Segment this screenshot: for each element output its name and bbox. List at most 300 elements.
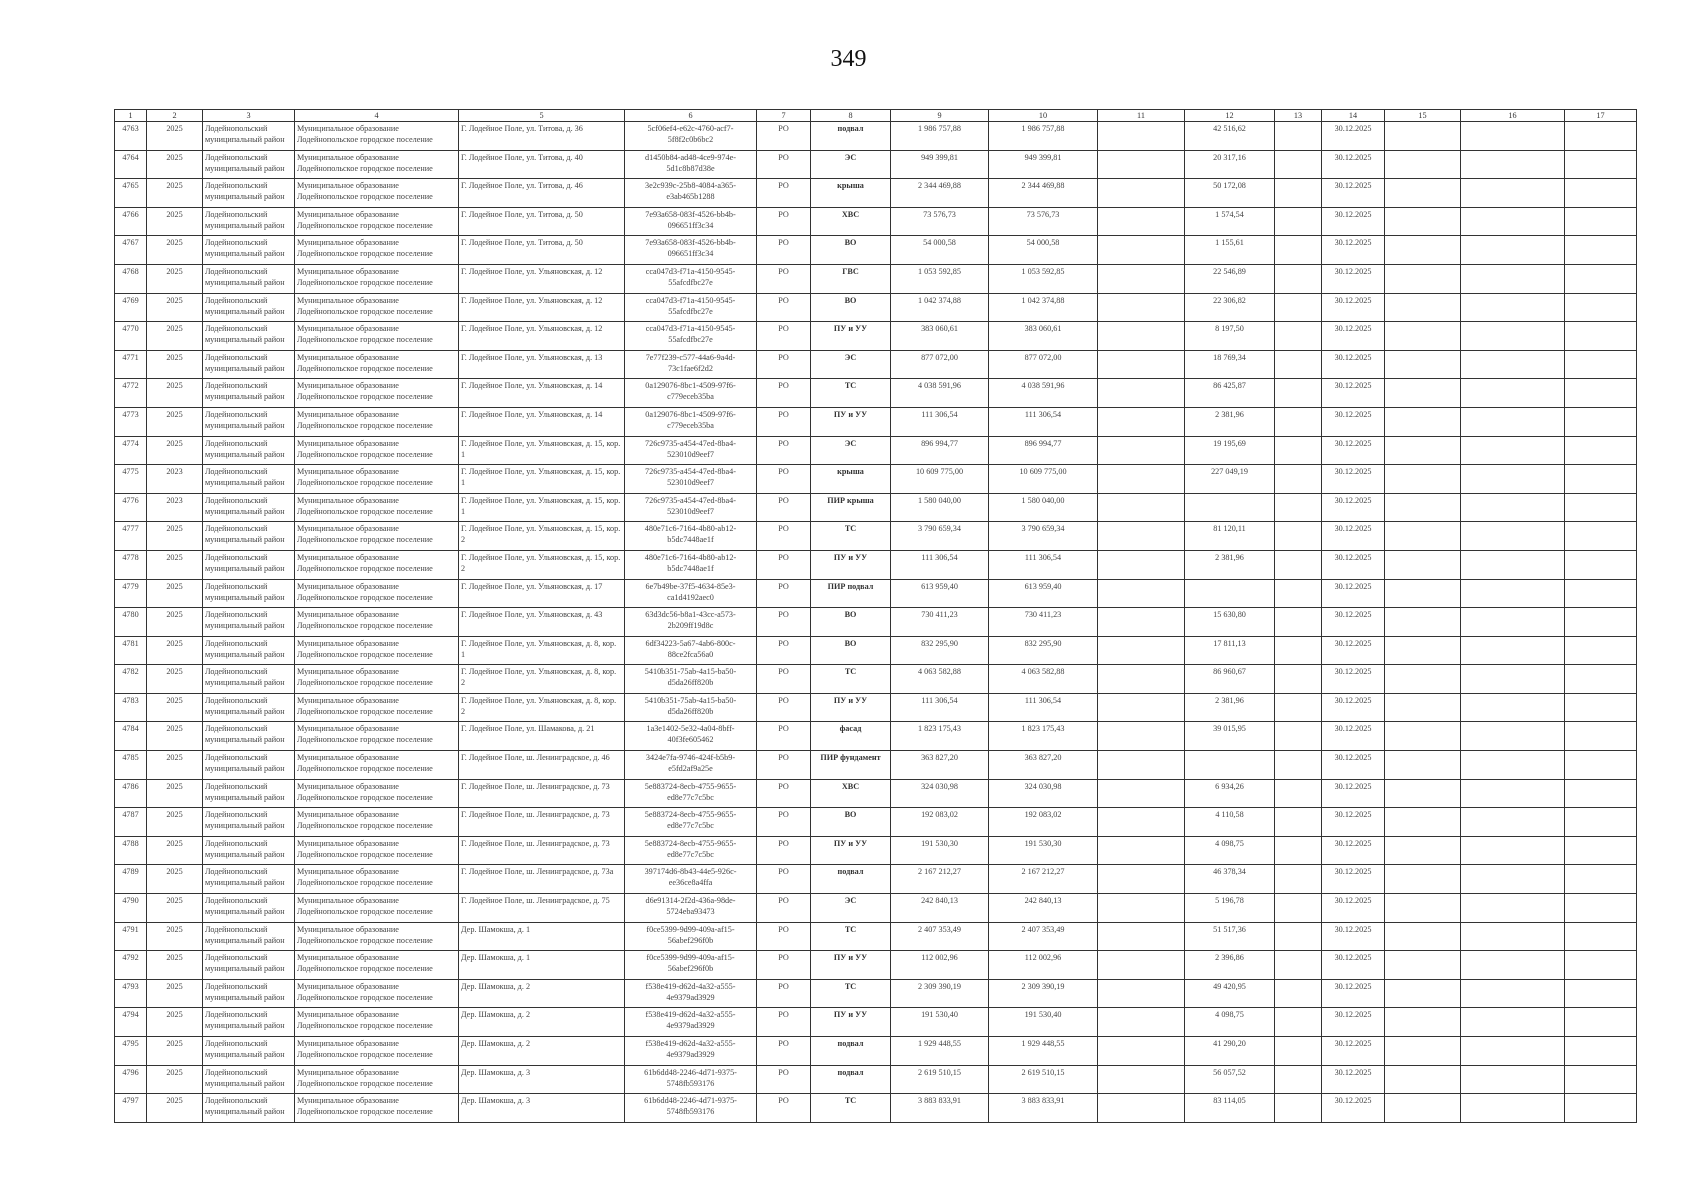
cell-col-17: [1565, 665, 1637, 694]
column-header-12: 12: [1185, 110, 1275, 122]
table-row: [115, 264, 1637, 293]
cell-row-number: 4764: [115, 150, 147, 179]
cell-cost-fund: 3 883 833,91: [989, 1094, 1098, 1123]
cell-col-11: [1098, 665, 1185, 694]
table-row: [115, 379, 1637, 408]
cell-cost-fund: 191 530,40: [989, 1008, 1098, 1037]
cell-deadline: 30.12.2025: [1322, 264, 1385, 293]
cell-col-15: [1385, 350, 1461, 379]
cell-col-16: [1461, 264, 1565, 293]
cell-address: Г. Лодейное Поле, ул. Шамакова, д. 21: [459, 722, 625, 751]
cell-col-11: [1098, 522, 1185, 551]
cell-municipality: Муниципальное образование Лодейнопольское городское поселение: [295, 865, 459, 894]
cell-col-17: [1565, 293, 1637, 322]
cell-address: Дер. Шамокша, д. 3: [459, 1094, 625, 1123]
cell-row-number: 4774: [115, 436, 147, 465]
cell-house-guid: 7e77f239-c577-44a6-9a4d-73c1fae6f2d2: [625, 350, 757, 379]
cell-work-type: подвал: [811, 1065, 891, 1094]
cell-municipality: Муниципальное образование Лодейнопольское городское поселение: [295, 1065, 459, 1094]
cell-col-17: [1565, 322, 1637, 351]
cell-program-type: РО: [757, 550, 811, 579]
cell-col-13: [1275, 465, 1322, 494]
cell-year: 2025: [147, 751, 203, 780]
table-row: [115, 779, 1637, 808]
cell-address: Г. Лодейное Поле, ул. Титова, д. 50: [459, 207, 625, 236]
cell-col-13: [1275, 436, 1322, 465]
cell-col-12: 41 290,20: [1185, 1037, 1275, 1066]
cell-cost-fund: 192 083,02: [989, 808, 1098, 837]
cell-col-15: [1385, 836, 1461, 865]
cell-address: Г. Лодейное Поле, ш. Ленинградское, д. 75: [459, 894, 625, 923]
cell-work-type: ГВС: [811, 264, 891, 293]
cell-col-13: [1275, 951, 1322, 980]
cell-col-12: 86 960,67: [1185, 665, 1275, 694]
cell-cost-total: 1 042 374,88: [891, 293, 989, 322]
cell-row-number: 4766: [115, 207, 147, 236]
cell-cost-fund: 2 309 390,19: [989, 979, 1098, 1008]
table-row: [115, 322, 1637, 351]
cell-cost-fund: 2 344 469,88: [989, 179, 1098, 208]
cell-deadline: 30.12.2025: [1322, 579, 1385, 608]
cell-col-13: [1275, 922, 1322, 951]
cell-col-16: [1461, 1037, 1565, 1066]
cell-house-guid: 726c9735-a454-47ed-8ba4-523010d9eef7: [625, 465, 757, 494]
table-row: [115, 894, 1637, 923]
cell-col-13: [1275, 751, 1322, 780]
cell-municipality: Муниципальное образование Лодейнопольское городское поселение: [295, 179, 459, 208]
table-row: [115, 1037, 1637, 1066]
cell-municipality: Муниципальное образование Лодейнопольское городское поселение: [295, 693, 459, 722]
cell-col-13: [1275, 550, 1322, 579]
cell-col-15: [1385, 865, 1461, 894]
cell-year: 2025: [147, 665, 203, 694]
cell-year: 2025: [147, 865, 203, 894]
cell-municipality: Муниципальное образование Лодейнопольское городское поселение: [295, 436, 459, 465]
cell-col-11: [1098, 1037, 1185, 1066]
cell-col-12: 81 120,11: [1185, 522, 1275, 551]
table-row: [115, 407, 1637, 436]
cell-municipality: Муниципальное образование Лодейнопольское городское поселение: [295, 1037, 459, 1066]
cell-deadline: 30.12.2025: [1322, 894, 1385, 923]
cell-address: Г. Лодейное Поле, ул. Титова, д. 40: [459, 150, 625, 179]
cell-address: Г. Лодейное Поле, ул. Ульяновская, д. 12: [459, 293, 625, 322]
cell-work-type: ТС: [811, 979, 891, 1008]
cell-col-17: [1565, 1037, 1637, 1066]
cell-col-16: [1461, 236, 1565, 265]
cell-year: 2025: [147, 836, 203, 865]
cell-house-guid: 480e71c6-7164-4b80-ab12-b5dc7448ae1f: [625, 522, 757, 551]
cell-address: Дер. Шамокша, д. 1: [459, 951, 625, 980]
cell-col-17: [1565, 636, 1637, 665]
cell-year: 2025: [147, 951, 203, 980]
cell-col-11: [1098, 350, 1185, 379]
cell-col-12: 83 114,05: [1185, 1094, 1275, 1123]
cell-address: Г. Лодейное Поле, ул. Ульяновская, д. 13: [459, 350, 625, 379]
cell-cost-fund: 363 827,20: [989, 751, 1098, 780]
cell-cost-fund: 191 530,30: [989, 836, 1098, 865]
cell-program-type: РО: [757, 779, 811, 808]
cell-cost-fund: 877 072,00: [989, 350, 1098, 379]
cell-deadline: 30.12.2025: [1322, 865, 1385, 894]
cell-col-11: [1098, 579, 1185, 608]
cell-deadline: 30.12.2025: [1322, 465, 1385, 494]
cell-municipality: Муниципальное образование Лодейнопольское городское поселение: [295, 550, 459, 579]
cell-house-guid: d6e91314-2f2d-436a-98de-5724eba93473: [625, 894, 757, 923]
cell-col-13: [1275, 579, 1322, 608]
cell-address: Г. Лодейное Поле, ш. Ленинградское, д. 73: [459, 808, 625, 837]
cell-program-type: РО: [757, 579, 811, 608]
cell-work-type: ПУ и УУ: [811, 836, 891, 865]
cell-program-type: РО: [757, 407, 811, 436]
cell-col-16: [1461, 722, 1565, 751]
cell-col-15: [1385, 779, 1461, 808]
cell-work-type: ПУ и УУ: [811, 407, 891, 436]
cell-address: Г. Лодейное Поле, ул. Ульяновская, д. 43: [459, 608, 625, 637]
cell-cost-fund: 1 929 448,55: [989, 1037, 1098, 1066]
cell-deadline: 30.12.2025: [1322, 1008, 1385, 1037]
cell-house-guid: 726c9735-a454-47ed-8ba4-523010d9eef7: [625, 493, 757, 522]
cell-address: Г. Лодейное Поле, ул. Ульяновская, д. 14: [459, 379, 625, 408]
table-row: [115, 951, 1637, 980]
cell-deadline: 30.12.2025: [1322, 722, 1385, 751]
column-header-3: 3: [203, 110, 295, 122]
cell-col-13: [1275, 1094, 1322, 1123]
cell-col-16: [1461, 608, 1565, 637]
cell-deadline: 30.12.2025: [1322, 150, 1385, 179]
cell-col-12: 5 196,78: [1185, 894, 1275, 923]
cell-col-15: [1385, 522, 1461, 551]
cell-house-guid: f538e419-d62d-4a32-a555-4e9379ad3929: [625, 1008, 757, 1037]
cell-col-16: [1461, 179, 1565, 208]
cell-row-number: 4781: [115, 636, 147, 665]
cell-row-number: 4780: [115, 608, 147, 637]
cell-program-type: РО: [757, 236, 811, 265]
cell-district: Лодейнопольский муниципальный район: [203, 350, 295, 379]
cell-year: 2025: [147, 293, 203, 322]
cell-year: 2025: [147, 922, 203, 951]
cell-house-guid: 0a129076-8bc1-4509-97f6-c779eceb35ba: [625, 379, 757, 408]
cell-col-16: [1461, 836, 1565, 865]
cell-col-12: 22 546,89: [1185, 264, 1275, 293]
cell-col-11: [1098, 894, 1185, 923]
table-row: [115, 608, 1637, 637]
cell-deadline: 30.12.2025: [1322, 979, 1385, 1008]
cell-address: Дер. Шамокша, д. 2: [459, 1037, 625, 1066]
cell-address: Дер. Шамокша, д. 2: [459, 1008, 625, 1037]
cell-address: Г. Лодейное Поле, ул. Ульяновская, д. 8, кор. 1: [459, 636, 625, 665]
cell-col-11: [1098, 465, 1185, 494]
cell-deadline: 30.12.2025: [1322, 407, 1385, 436]
cell-cost-total: 613 959,40: [891, 579, 989, 608]
cell-program-type: РО: [757, 693, 811, 722]
cell-col-15: [1385, 293, 1461, 322]
cell-house-guid: 5410b351-75ab-4a15-ba50-d5da26ff820b: [625, 693, 757, 722]
cell-col-13: [1275, 1065, 1322, 1094]
cell-district: Лодейнопольский муниципальный район: [203, 150, 295, 179]
cell-col-11: [1098, 1094, 1185, 1123]
cell-district: Лодейнопольский муниципальный район: [203, 522, 295, 551]
cell-col-13: [1275, 865, 1322, 894]
cell-row-number: 4786: [115, 779, 147, 808]
cell-col-12: 17 811,13: [1185, 636, 1275, 665]
cell-cost-fund: 1 053 592,85: [989, 264, 1098, 293]
cell-deadline: 30.12.2025: [1322, 522, 1385, 551]
cell-col-11: [1098, 264, 1185, 293]
cell-col-11: [1098, 751, 1185, 780]
table-row: [115, 693, 1637, 722]
cell-cost-total: 112 002,96: [891, 951, 989, 980]
cell-house-guid: f538e419-d62d-4a32-a555-4e9379ad3929: [625, 979, 757, 1008]
cell-col-13: [1275, 636, 1322, 665]
cell-col-11: [1098, 322, 1185, 351]
cell-work-type: ПУ и УУ: [811, 951, 891, 980]
cell-col-15: [1385, 1008, 1461, 1037]
cell-col-13: [1275, 693, 1322, 722]
cell-deadline: 30.12.2025: [1322, 550, 1385, 579]
cell-address: Дер. Шамокша, д. 2: [459, 979, 625, 1008]
cell-col-12: 86 425,87: [1185, 379, 1275, 408]
cell-deadline: 30.12.2025: [1322, 779, 1385, 808]
cell-col-15: [1385, 751, 1461, 780]
cell-row-number: 4792: [115, 951, 147, 980]
cell-col-11: [1098, 407, 1185, 436]
cell-cost-fund: 1 042 374,88: [989, 293, 1098, 322]
cell-col-15: [1385, 636, 1461, 665]
cell-work-type: ПУ и УУ: [811, 693, 891, 722]
cell-col-12: 4 098,75: [1185, 836, 1275, 865]
cell-col-17: [1565, 122, 1637, 151]
cell-address: Г. Лодейное Поле, ул. Ульяновская, д. 8, кор. 2: [459, 665, 625, 694]
cell-col-12: 19 195,69: [1185, 436, 1275, 465]
cell-house-guid: 5410b351-75ab-4a15-ba50-d5da26ff820b: [625, 665, 757, 694]
cell-deadline: 30.12.2025: [1322, 751, 1385, 780]
cell-work-type: крыша: [811, 179, 891, 208]
cell-col-12: 42 516,62: [1185, 122, 1275, 151]
cell-district: Лодейнопольский муниципальный район: [203, 722, 295, 751]
cell-col-15: [1385, 665, 1461, 694]
cell-program-type: РО: [757, 465, 811, 494]
cell-year: 2025: [147, 379, 203, 408]
cell-district: Лодейнопольский муниципальный район: [203, 1037, 295, 1066]
cell-col-15: [1385, 150, 1461, 179]
cell-col-17: [1565, 350, 1637, 379]
cell-row-number: 4776: [115, 493, 147, 522]
cell-col-16: [1461, 207, 1565, 236]
cell-col-12: 39 015,95: [1185, 722, 1275, 751]
cell-cost-fund: 949 399,81: [989, 150, 1098, 179]
cell-year: 2025: [147, 150, 203, 179]
cell-deadline: 30.12.2025: [1322, 1094, 1385, 1123]
cell-cost-total: 192 083,02: [891, 808, 989, 837]
cell-work-type: ТС: [811, 922, 891, 951]
cell-program-type: РО: [757, 322, 811, 351]
cell-year: 2025: [147, 350, 203, 379]
cell-district: Лодейнопольский муниципальный район: [203, 665, 295, 694]
cell-address: Г. Лодейное Поле, ш. Ленинградское, д. 73: [459, 779, 625, 808]
cell-col-11: [1098, 865, 1185, 894]
cell-col-16: [1461, 1008, 1565, 1037]
cell-year: 2023: [147, 493, 203, 522]
cell-cost-fund: 111 306,54: [989, 407, 1098, 436]
cell-district: Лодейнопольский муниципальный район: [203, 894, 295, 923]
cell-row-number: 4791: [115, 922, 147, 951]
cell-row-number: 4782: [115, 665, 147, 694]
cell-work-type: подвал: [811, 865, 891, 894]
cell-col-11: [1098, 179, 1185, 208]
cell-col-15: [1385, 379, 1461, 408]
cell-deadline: 30.12.2025: [1322, 693, 1385, 722]
cell-district: Лодейнопольский муниципальный район: [203, 465, 295, 494]
cell-row-number: 4783: [115, 693, 147, 722]
cell-cost-total: 10 609 775,00: [891, 465, 989, 494]
cell-col-11: [1098, 550, 1185, 579]
cell-cost-fund: 1 823 175,43: [989, 722, 1098, 751]
cell-year: 2025: [147, 693, 203, 722]
cell-municipality: Муниципальное образование Лодейнопольское городское поселение: [295, 665, 459, 694]
cell-col-11: [1098, 722, 1185, 751]
cell-work-type: ЭС: [811, 150, 891, 179]
cell-address: Дер. Шамокша, д. 1: [459, 922, 625, 951]
page-number: 349: [830, 46, 867, 72]
cell-row-number: 4767: [115, 236, 147, 265]
cell-district: Лодейнопольский муниципальный район: [203, 436, 295, 465]
cell-district: Лодейнопольский муниципальный район: [203, 922, 295, 951]
cell-deadline: 30.12.2025: [1322, 808, 1385, 837]
cell-col-15: [1385, 493, 1461, 522]
table-row: [115, 293, 1637, 322]
cell-house-guid: 7e93a658-083f-4526-bb4b-096651ff3c34: [625, 236, 757, 265]
cell-district: Лодейнопольский муниципальный район: [203, 493, 295, 522]
cell-col-13: [1275, 1037, 1322, 1066]
table-header: [115, 110, 1637, 122]
cell-program-type: РО: [757, 122, 811, 151]
cell-col-16: [1461, 922, 1565, 951]
cell-program-type: РО: [757, 207, 811, 236]
cell-work-type: ВО: [811, 293, 891, 322]
cell-year: 2025: [147, 1094, 203, 1123]
cell-address: Г. Лодейное Поле, ул. Ульяновская, д. 15, кор. 1: [459, 493, 625, 522]
table-row: [115, 922, 1637, 951]
table-row: [115, 122, 1637, 151]
cell-cost-fund: 1 580 040,00: [989, 493, 1098, 522]
cell-col-11: [1098, 436, 1185, 465]
cell-col-12: 22 306,82: [1185, 293, 1275, 322]
column-header-5: 5: [459, 110, 625, 122]
cell-work-type: ВО: [811, 636, 891, 665]
cell-district: Лодейнопольский муниципальный район: [203, 608, 295, 637]
cell-row-number: 4769: [115, 293, 147, 322]
cell-col-13: [1275, 150, 1322, 179]
cell-col-16: [1461, 350, 1565, 379]
cell-year: 2025: [147, 808, 203, 837]
cell-col-13: [1275, 407, 1322, 436]
cell-col-17: [1565, 836, 1637, 865]
cell-work-type: ПИР подвал: [811, 579, 891, 608]
cell-col-17: [1565, 779, 1637, 808]
cell-col-16: [1461, 407, 1565, 436]
cell-col-15: [1385, 979, 1461, 1008]
cell-col-13: [1275, 350, 1322, 379]
cell-program-type: РО: [757, 865, 811, 894]
column-header-2: 2: [147, 110, 203, 122]
cell-col-16: [1461, 379, 1565, 408]
table-body: [115, 122, 1637, 1123]
cell-col-16: [1461, 493, 1565, 522]
cell-col-16: [1461, 1094, 1565, 1123]
cell-work-type: ПУ и УУ: [811, 1008, 891, 1037]
cell-col-16: [1461, 979, 1565, 1008]
cell-col-16: [1461, 436, 1565, 465]
cell-municipality: Муниципальное образование Лодейнопольское городское поселение: [295, 779, 459, 808]
cell-municipality: Муниципальное образование Лодейнопольское городское поселение: [295, 808, 459, 837]
cell-year: 2023: [147, 465, 203, 494]
cell-district: Лодейнопольский муниципальный район: [203, 951, 295, 980]
cell-work-type: ПУ и УУ: [811, 550, 891, 579]
cell-house-guid: 7e93a658-083f-4526-bb4b-096651ff3c34: [625, 207, 757, 236]
cell-col-17: [1565, 236, 1637, 265]
cell-col-15: [1385, 722, 1461, 751]
cell-col-15: [1385, 407, 1461, 436]
cell-deadline: 30.12.2025: [1322, 293, 1385, 322]
cell-col-13: [1275, 493, 1322, 522]
cell-cost-total: 2 619 510,15: [891, 1065, 989, 1094]
cell-col-16: [1461, 550, 1565, 579]
cell-col-17: [1565, 407, 1637, 436]
cell-work-type: ЭС: [811, 894, 891, 923]
cell-cost-total: 4 038 591,96: [891, 379, 989, 408]
table-row: [115, 836, 1637, 865]
column-header-13: 13: [1275, 110, 1322, 122]
table-row: [115, 636, 1637, 665]
cell-address: Г. Лодейное Поле, ш. Ленинградское, д. 73: [459, 836, 625, 865]
cell-deadline: 30.12.2025: [1322, 922, 1385, 951]
cell-house-guid: 480e71c6-7164-4b80-ab12-b5dc7448ae1f: [625, 550, 757, 579]
cell-work-type: ТС: [811, 522, 891, 551]
cell-cost-total: 242 840,13: [891, 894, 989, 923]
cell-district: Лодейнопольский муниципальный район: [203, 264, 295, 293]
cell-cost-fund: 2 407 353,49: [989, 922, 1098, 951]
cell-municipality: Муниципальное образование Лодейнопольское городское поселение: [295, 150, 459, 179]
cell-program-type: РО: [757, 894, 811, 923]
cell-col-13: [1275, 379, 1322, 408]
cell-col-12: 6 934,26: [1185, 779, 1275, 808]
cell-cost-fund: 2 167 212,27: [989, 865, 1098, 894]
cell-work-type: ХВС: [811, 779, 891, 808]
cell-col-12: 2 381,96: [1185, 693, 1275, 722]
cell-deadline: 30.12.2025: [1322, 665, 1385, 694]
cell-deadline: 30.12.2025: [1322, 207, 1385, 236]
cell-year: 2025: [147, 1037, 203, 1066]
cell-col-15: [1385, 693, 1461, 722]
table-row: [115, 150, 1637, 179]
cell-house-guid: cca047d3-f71a-4150-9545-55afcdfbc27e: [625, 293, 757, 322]
column-header-6: 6: [625, 110, 757, 122]
column-header-8: 8: [811, 110, 891, 122]
cell-cost-fund: 383 060,61: [989, 322, 1098, 351]
cell-col-15: [1385, 1037, 1461, 1066]
cell-year: 2025: [147, 264, 203, 293]
table-row: [115, 207, 1637, 236]
cell-cost-fund: 4 038 591,96: [989, 379, 1098, 408]
cell-col-11: [1098, 979, 1185, 1008]
cell-col-17: [1565, 808, 1637, 837]
cell-deadline: 30.12.2025: [1322, 322, 1385, 351]
cell-program-type: РО: [757, 264, 811, 293]
cell-work-type: ВО: [811, 608, 891, 637]
cell-municipality: Муниципальное образование Лодейнопольское городское поселение: [295, 264, 459, 293]
cell-col-17: [1565, 1008, 1637, 1037]
cell-cost-fund: 112 002,96: [989, 951, 1098, 980]
